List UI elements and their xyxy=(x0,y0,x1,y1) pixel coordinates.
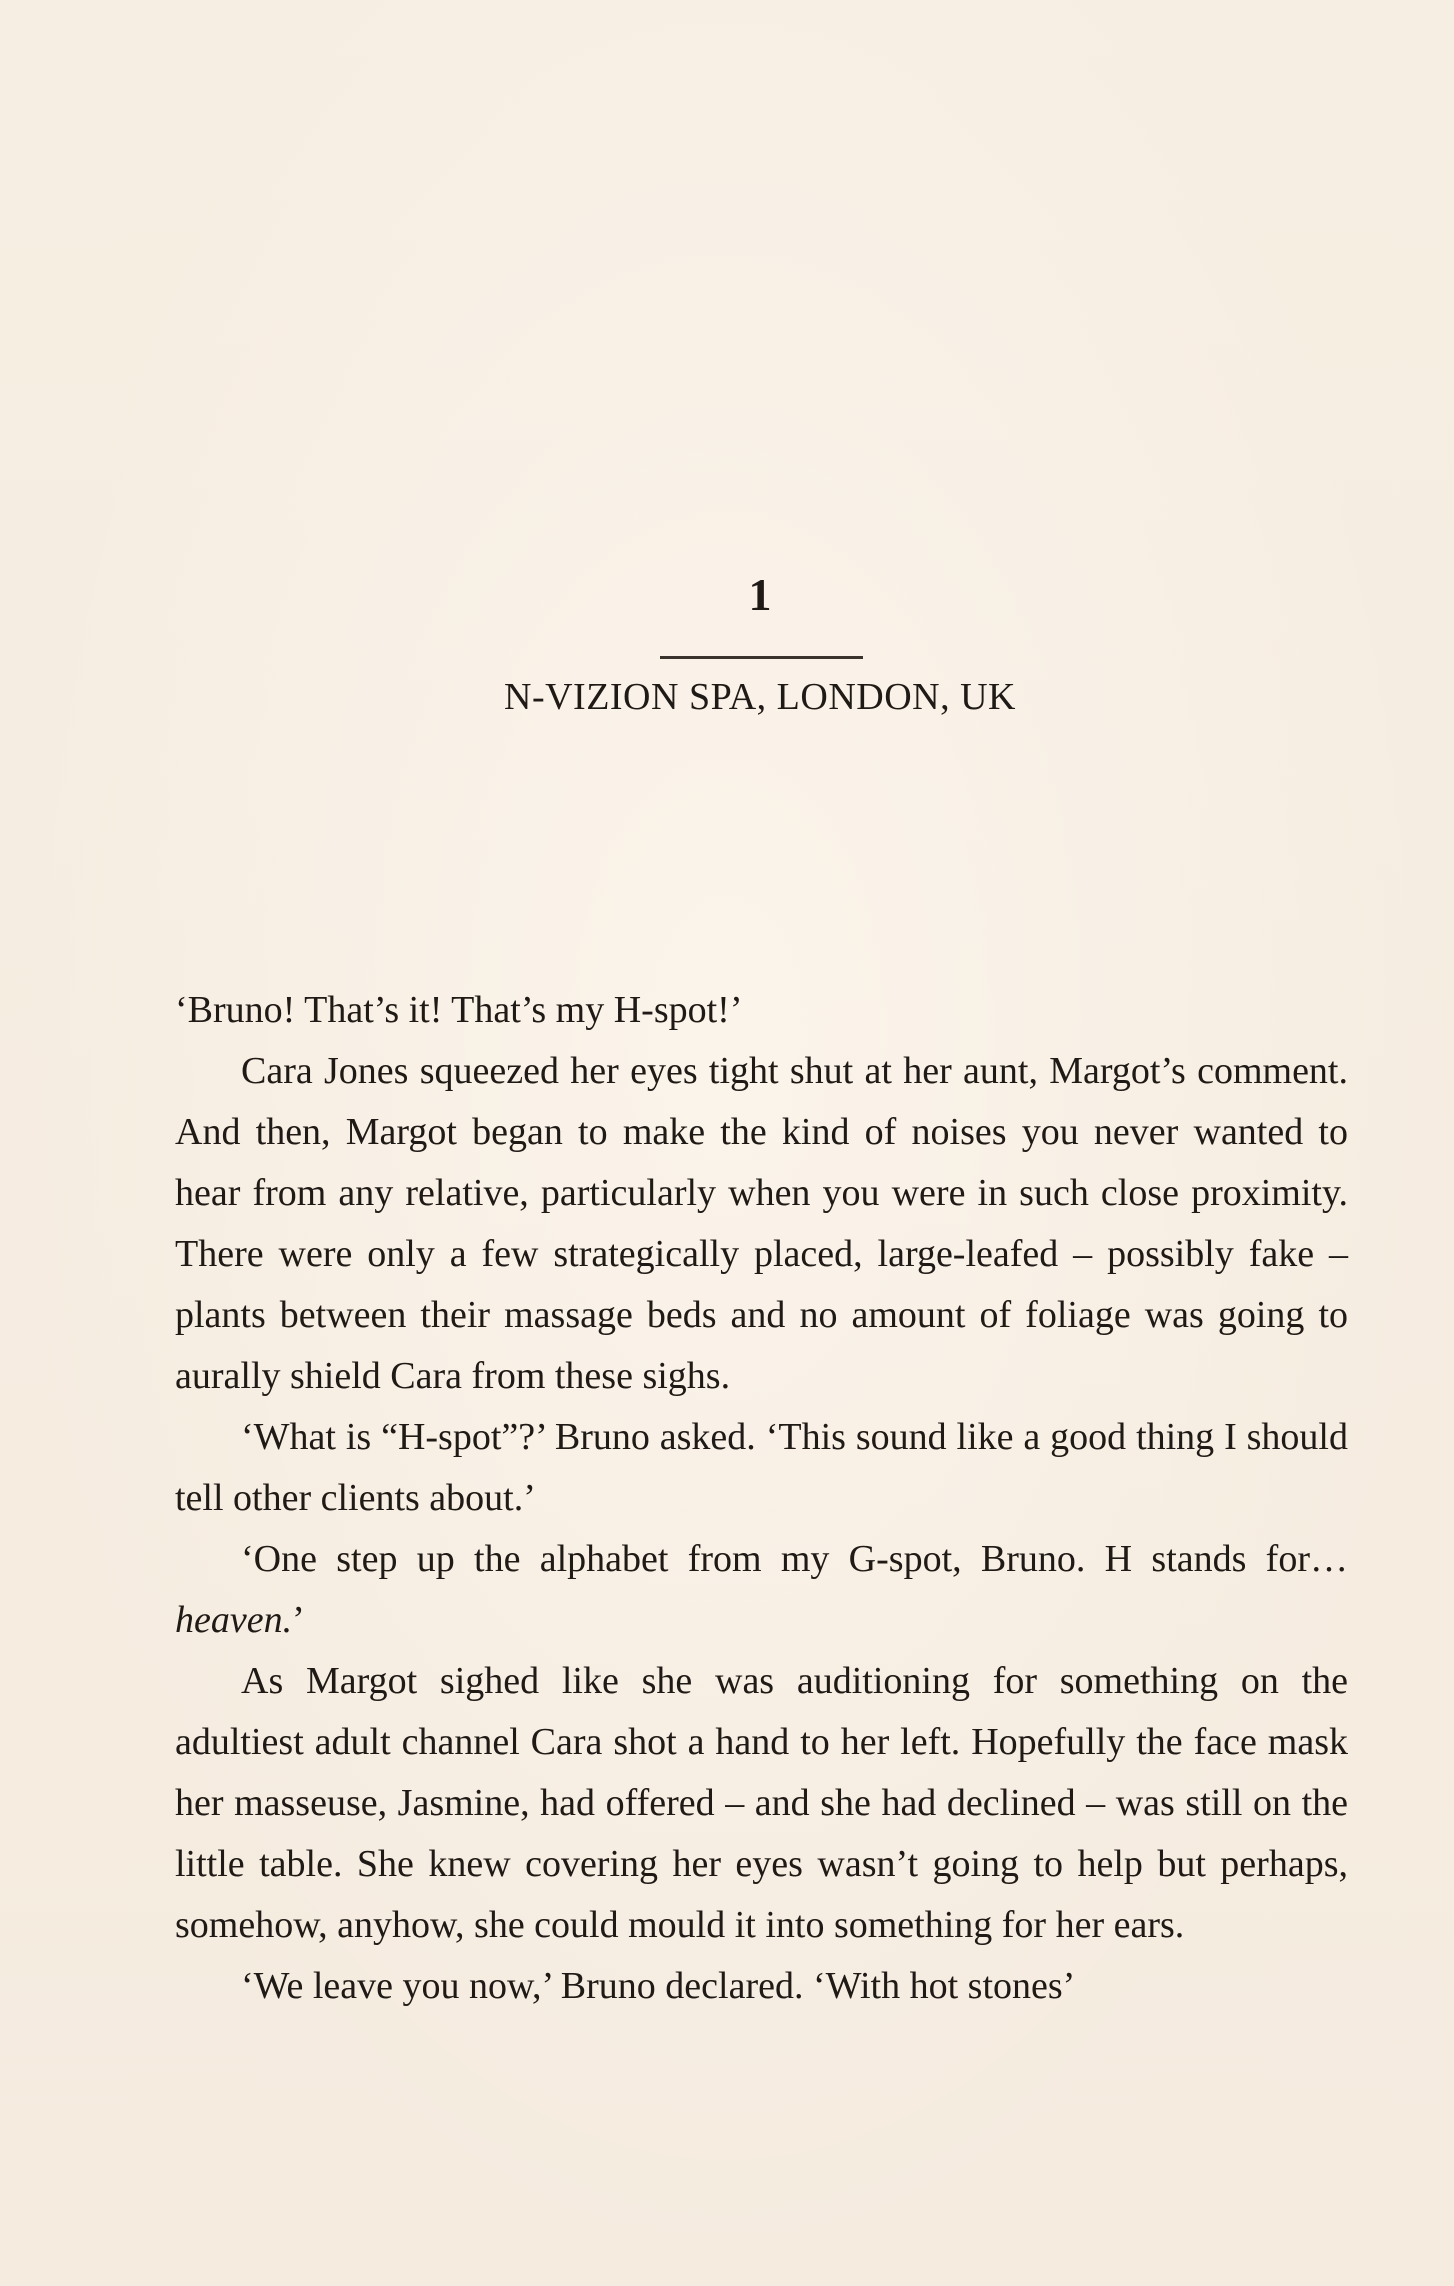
chapter-body-text xyxy=(175,980,1348,2017)
emphasized-word: heaven. xyxy=(175,1599,293,1641)
chapter-title: N-VIZION SPA, LONDON, UK xyxy=(504,676,1016,718)
paragraph-text: ‘One step up the alphabet from my G-spot, Bruno. H stands for… xyxy=(241,1538,1348,1580)
paragraph: ‘Bruno! That’s it! That’s my H-spot!’ xyxy=(175,989,743,1031)
paragraph xyxy=(175,1529,1348,1651)
paragraph: Cara Jones squeezed her eyes tight shut at her aunt, Margot’s comment. And then, Margot began to make the kind of noises you never wanted to hear from any relative, particularly when you were in such close proximity. There were only a few strategically placed, large-leafed – possibly fake – plants between their massage beds and no amount of foliage was going to aurally shield Cara from these sighs. xyxy=(175,1050,1348,1397)
chapter-number: 1 xyxy=(748,569,772,620)
chapter-divider-rule xyxy=(660,656,863,659)
paragraph: ‘What is “H-spot”?’ Bruno asked. ‘This sound like a good thing I should tell other clients about.’ xyxy=(175,1416,1348,1519)
paragraph-text: ’ xyxy=(292,1599,305,1641)
paragraph: ‘We leave you now,’ Bruno declared. ‘With hot stones’ xyxy=(241,1965,1076,2007)
paragraph: As Margot sighed like she was auditioning for something on the adultiest adult channel Cara shot a hand to her left. Hopefully the face mask her masseuse, Jasmine, had offered – and she had declined – was still on the little table. She knew covering her eyes wasn’t going to help but perhaps, somehow, anyhow, she could mould it into something for her ears. xyxy=(175,1660,1348,1946)
